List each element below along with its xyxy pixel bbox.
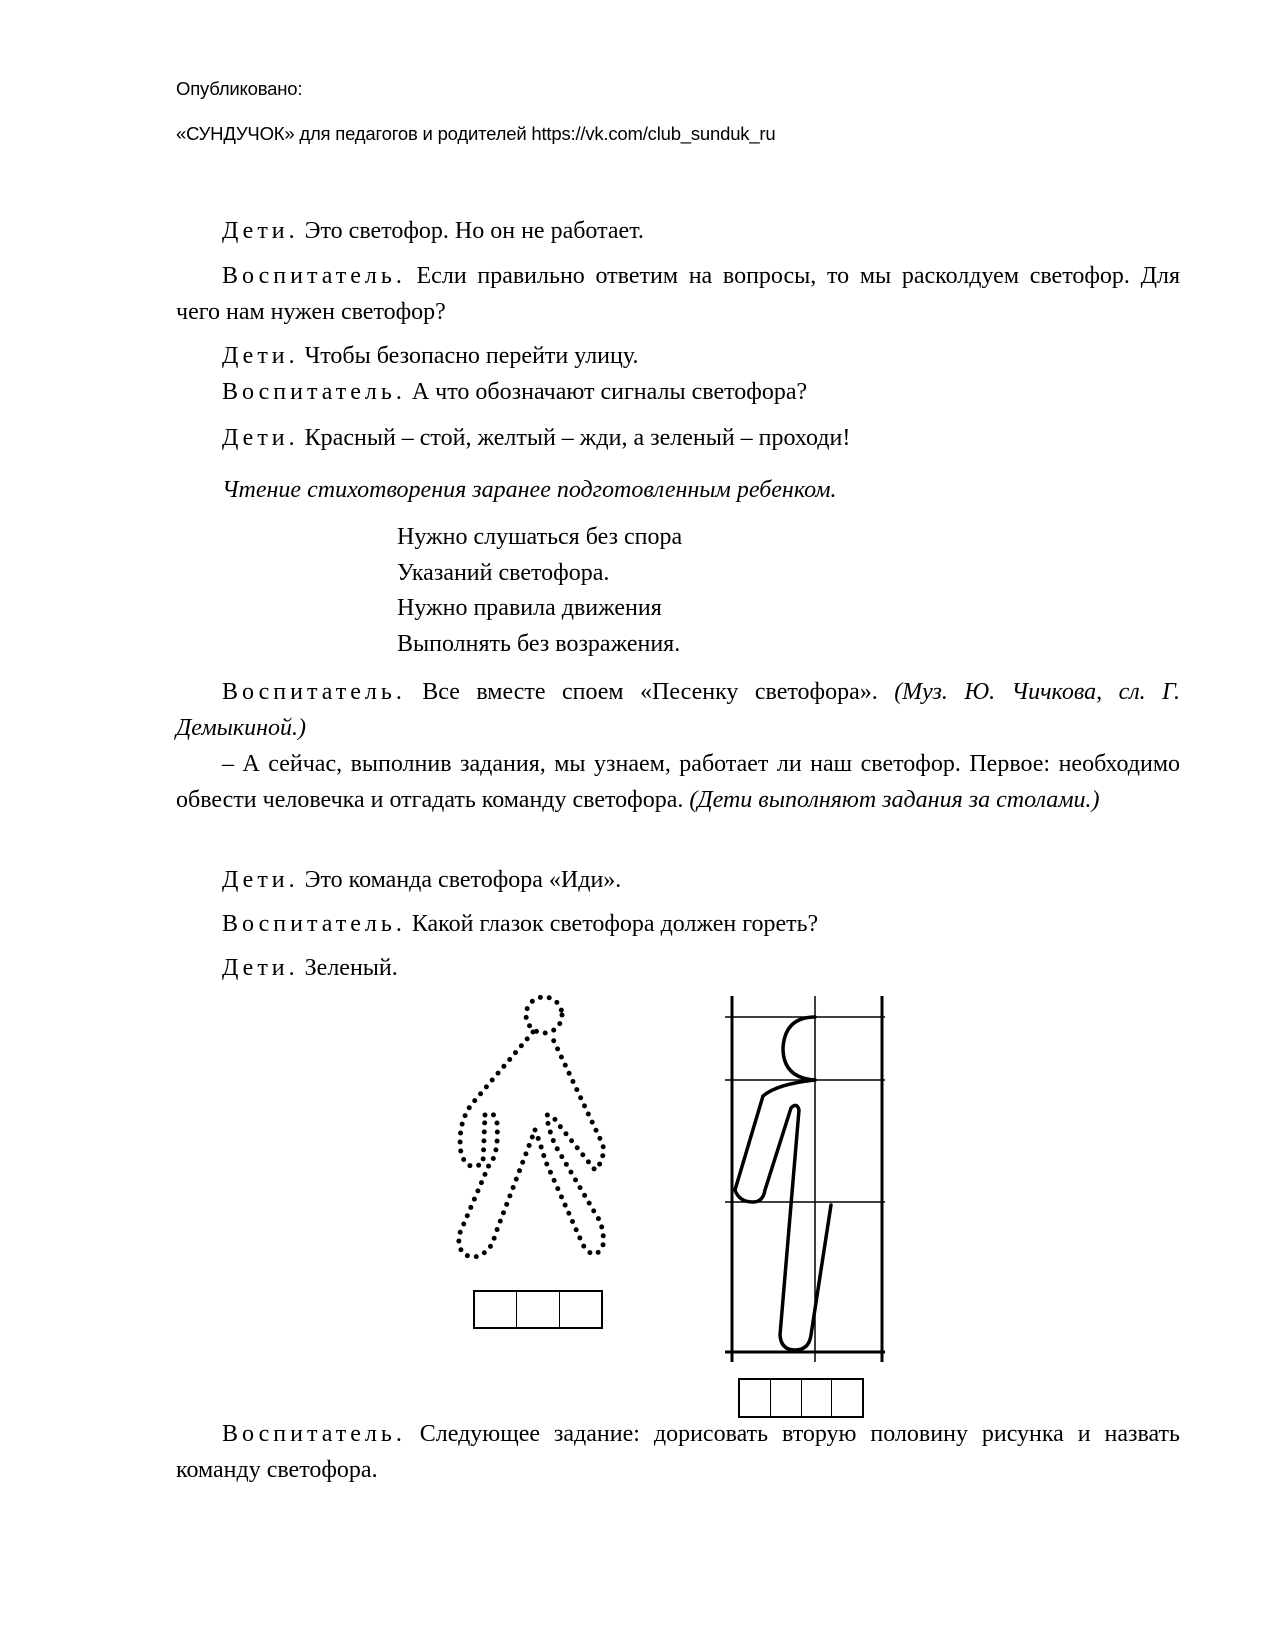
source-line: «СУНДУЧОК» для педагогов и родителей https://vk.com/club_sunduk_ru: [176, 123, 776, 144]
answer-cell[interactable]: [560, 1292, 601, 1327]
speaker-label: Дети.: [222, 955, 299, 981]
answer-cell[interactable]: [740, 1380, 771, 1416]
paragraph-10: [176, 906, 1180, 942]
paragraph-text: Следующее задание: дорисовать вторую половину рисунка и назвать команду светофора.: [176, 1421, 1180, 1483]
answer-cell[interactable]: [832, 1380, 862, 1416]
speaker-label: Воспитатель.: [222, 379, 406, 405]
dotted-walker-figure: [455, 995, 615, 1275]
speaker-label: Дети.: [222, 425, 299, 451]
poem-line: Указаний светофора.: [397, 559, 610, 586]
paragraph-text: Это команда светофора «Иди».: [298, 867, 622, 893]
paragraph-3: [176, 338, 1180, 374]
poem-line: Нужно правила движения: [397, 595, 662, 621]
half-walker-grid-figure: [715, 990, 890, 1370]
song-credits: (Муз. Ю. Чичкова, сл. Г. Демыкиной.): [176, 679, 1180, 741]
paragraph-text: Какой глазок светофора должен гореть?: [405, 911, 819, 937]
answer-boxes-4[interactable]: [738, 1378, 864, 1418]
paragraph-text: Красный – стой, желтый – жди, а зеленый – проходи!: [298, 425, 851, 451]
paragraph-5: [176, 420, 1180, 456]
answer-cell[interactable]: [771, 1380, 802, 1416]
answer-cell[interactable]: [802, 1380, 833, 1416]
stage-direction: (Дети выполняют задания за столами.): [689, 787, 1100, 813]
paragraph-4: [176, 374, 1180, 410]
speaker-label: Дети.: [222, 343, 299, 369]
answer-cell[interactable]: [517, 1292, 559, 1327]
poem-line: Выполнять без возражения.: [397, 630, 681, 657]
paragraph-task-2: [176, 1416, 1180, 1488]
published-label: Опубликовано:: [176, 78, 303, 99]
speaker-label: Воспитатель.: [222, 1421, 406, 1447]
paragraph-text: Если правильно ответим на вопросы, то мы расколдуем светофор. Для чего нам нужен светофор?: [176, 263, 1180, 325]
paragraph-text: Это светофор. Но он не работает.: [298, 218, 644, 244]
speaker-label: Дети.: [222, 218, 299, 244]
paragraph-text: А что обозначают сигналы светофора?: [405, 379, 808, 405]
poem-line: Нужно слушаться без спора: [397, 524, 683, 550]
paragraph-text: Зеленый.: [298, 955, 398, 981]
paragraph-9: [176, 862, 1180, 898]
paragraph-text: Чтобы безопасно перейти улицу.: [298, 343, 639, 369]
speaker-label: Воспитатель.: [222, 679, 406, 705]
speaker-label: Дети.: [222, 867, 299, 893]
paragraph-2: [176, 258, 1180, 330]
poem: [397, 520, 682, 662]
answer-boxes-3[interactable]: [473, 1290, 603, 1329]
speaker-label: Воспитатель.: [222, 911, 406, 937]
paragraph-1: [176, 213, 1180, 249]
stage-direction: Чтение стихотворения заранее подготовленным ребенком.: [222, 477, 837, 503]
paragraph-task-1: [176, 746, 1180, 818]
paragraph-song: [176, 674, 1180, 746]
paragraph-text: Все вместе споем «Песенку светофора».: [405, 679, 895, 705]
paragraph-text: – А сейчас, выполнив задания, мы узнаем, работает ли наш светофор. Первое: необходимо обвести человечка и отгадать команду светофора.: [176, 751, 1180, 813]
speaker-label: Воспитатель.: [222, 263, 406, 289]
paragraph-11: [176, 950, 1180, 986]
answer-cell[interactable]: [475, 1292, 517, 1327]
